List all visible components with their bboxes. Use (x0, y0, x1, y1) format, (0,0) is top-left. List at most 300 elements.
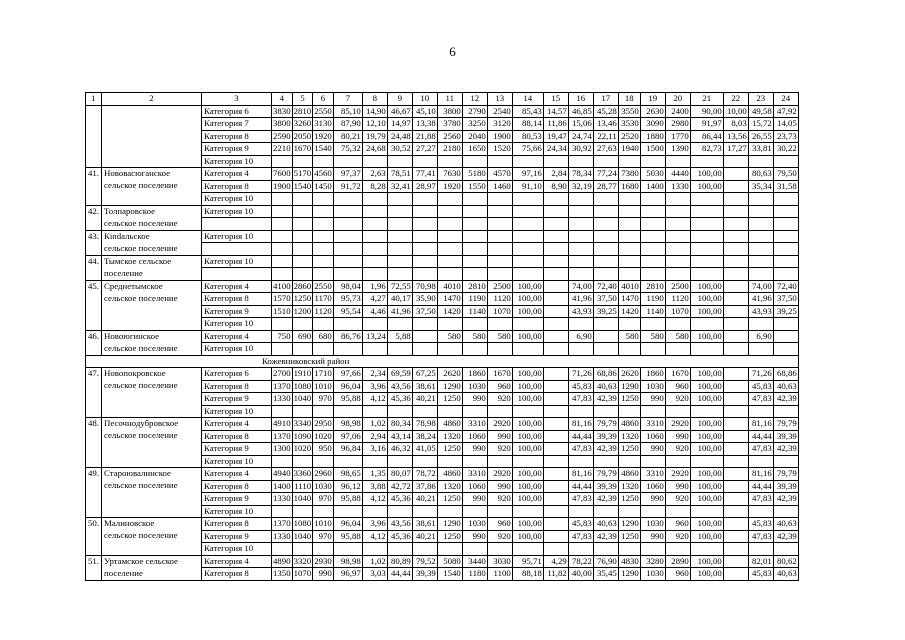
value-cell: 2560 (437, 130, 462, 143)
table-row (86, 155, 799, 168)
value-cell: 88,14 (512, 118, 543, 131)
value-cell: 990 (487, 480, 512, 493)
table-row (86, 130, 799, 143)
value-cell: 37,50 (773, 293, 798, 306)
value-cell (748, 318, 773, 331)
value-cell: 86,44 (690, 130, 723, 143)
settlement-cell: Тымское сельское (102, 255, 202, 268)
value-cell: 3,96 (362, 380, 387, 393)
value-cell: 100,00 (690, 393, 723, 406)
value-cell: 5,88 (387, 330, 412, 343)
value-cell: 1550 (462, 180, 487, 193)
value-cell: 100,00 (690, 168, 723, 181)
value-cell: 2,34 (362, 368, 387, 381)
value-cell: 1040 (293, 393, 312, 403)
value-cell (618, 405, 640, 418)
value-cell: 95,88 (333, 530, 362, 543)
value-cell (292, 343, 313, 356)
value-cell: 2950 (314, 418, 332, 428)
value-cell: 35,34 (748, 180, 773, 193)
value-cell (723, 255, 748, 268)
value-cell: 2930 (314, 555, 332, 566)
value-cell (272, 218, 293, 231)
value-cell (313, 230, 334, 243)
value-cell: 5180 (462, 168, 487, 181)
value-cell: 39,25 (773, 305, 798, 318)
value-cell (773, 268, 798, 281)
value-cell: 1080 (293, 380, 312, 391)
value-cell: 100,00 (690, 380, 723, 393)
value-cell: 72,40 (773, 280, 798, 293)
value-cell (723, 443, 748, 456)
value-cell: 3120 (487, 118, 512, 131)
value-cell (462, 255, 487, 268)
category-cell: Категория 8 (202, 430, 272, 443)
value-cell: 2630 (640, 105, 665, 118)
value-cell: 1470 (618, 293, 640, 306)
value-cell: 88,18 (512, 568, 543, 581)
value-cell: 6,90 (748, 330, 773, 343)
value-cell: 79,52 (412, 555, 437, 568)
value-cell (292, 543, 313, 556)
value-cell (665, 505, 690, 518)
value-cell: 1920 (314, 130, 332, 141)
table-row (86, 280, 799, 293)
value-cell: 97,06 (333, 430, 362, 443)
value-cell: 87,90 (333, 118, 362, 131)
value-cell: 81,16 (748, 418, 773, 431)
value-cell (292, 230, 313, 243)
category-cell: Категория 8 (202, 568, 272, 581)
value-cell: 2050 (293, 130, 312, 141)
value-cell: 1670 (665, 368, 690, 381)
value-cell: 1060 (640, 430, 665, 443)
value-cell: 990 (665, 480, 690, 493)
table-row (86, 305, 799, 318)
value-cell (362, 455, 387, 468)
row-number-cell: 42. (86, 205, 102, 218)
value-cell (543, 368, 568, 381)
row-number-cell (86, 268, 102, 281)
value-cell (640, 243, 665, 256)
value-cell: 3,16 (362, 443, 387, 456)
value-cell (593, 405, 618, 418)
value-cell: 12,10 (362, 118, 387, 131)
value-cell (543, 343, 568, 356)
value-cell (618, 255, 640, 268)
value-cell (723, 518, 748, 531)
value-cell: 46,67 (387, 105, 412, 118)
value-cell: 41,05 (412, 443, 437, 456)
value-cell (773, 218, 798, 231)
value-cell: 920 (665, 443, 690, 456)
value-cell: 47,92 (773, 105, 798, 118)
value-cell: 47,83 (748, 530, 773, 543)
value-cell: 4010 (437, 280, 462, 293)
value-cell (437, 543, 462, 556)
value-cell: 46,32 (387, 443, 412, 456)
value-cell (437, 343, 462, 356)
value-cell: 42,39 (593, 443, 618, 456)
value-cell (723, 568, 748, 581)
value-cell: 1320 (437, 480, 462, 493)
value-cell: 30,52 (387, 143, 412, 156)
value-cell: 2210 (273, 143, 291, 153)
value-cell (593, 243, 618, 256)
value-cell (723, 543, 748, 556)
value-cell: 960 (665, 380, 690, 393)
header-cell: 15 (543, 93, 568, 106)
value-cell (618, 230, 640, 243)
value-cell: 1250 (437, 493, 462, 506)
row-number-cell: 51. (86, 555, 102, 568)
row-number-cell: 46. (86, 330, 102, 343)
value-cell: 1650 (462, 143, 487, 156)
settlement-cell: поселение (102, 568, 202, 581)
value-cell (568, 230, 593, 243)
value-cell: 2790 (462, 105, 487, 118)
value-cell (543, 468, 568, 481)
value-cell: 2700 (273, 368, 291, 378)
value-cell: 7600 (273, 168, 291, 178)
value-cell: 4,29 (543, 555, 568, 568)
value-cell (437, 243, 462, 256)
table-row (86, 118, 799, 131)
value-cell (773, 243, 798, 256)
value-cell: 91,10 (512, 180, 543, 193)
value-cell (362, 155, 387, 168)
value-cell: 3800 (437, 105, 462, 118)
settlement-cell: Песочнодубровское (102, 418, 202, 431)
value-cell (748, 205, 773, 218)
value-cell (387, 218, 412, 231)
value-cell (543, 480, 568, 493)
value-cell: 680 (313, 330, 334, 343)
value-cell (313, 505, 334, 518)
value-cell (543, 330, 568, 343)
value-cell (437, 193, 462, 206)
row-number-cell (86, 293, 102, 306)
row-number-cell: 41. (86, 168, 102, 181)
value-cell: 1060 (640, 480, 665, 493)
value-cell: 100,00 (512, 293, 543, 306)
value-cell (723, 280, 748, 293)
value-cell: 100,00 (690, 555, 723, 568)
value-cell: 1190 (462, 293, 487, 306)
table-row (86, 430, 799, 443)
category-cell: Категория 10 (202, 505, 272, 518)
settlement-cell: Новоюгинское (102, 330, 202, 343)
value-cell: 1070 (665, 305, 690, 318)
table-row (86, 205, 799, 218)
value-cell: 1670 (487, 368, 512, 381)
value-cell: 990 (487, 430, 512, 443)
value-cell: 1190 (640, 293, 665, 306)
value-cell (412, 255, 437, 268)
value-cell (665, 255, 690, 268)
value-cell: 1030 (640, 380, 665, 393)
value-cell: 69,59 (387, 368, 412, 381)
value-cell (543, 230, 568, 243)
table-row (86, 180, 799, 193)
value-cell: 2810 (293, 105, 312, 116)
value-cell (412, 318, 437, 331)
value-cell: 98,98 (333, 418, 362, 431)
table-body (86, 93, 799, 581)
value-cell: 23,73 (773, 130, 798, 143)
value-cell: 44,44 (748, 480, 773, 493)
value-cell (543, 505, 568, 518)
value-cell: 45,83 (568, 380, 593, 393)
category-cell: Категория 8 (202, 180, 272, 193)
header-cell: 10 (412, 93, 437, 106)
table-row (86, 480, 799, 493)
value-cell (640, 218, 665, 231)
value-cell: 82,73 (690, 143, 723, 156)
value-cell: 3310 (462, 468, 487, 481)
value-cell (292, 155, 313, 168)
value-cell: 4,12 (362, 530, 387, 543)
table-row (86, 193, 799, 206)
settlement-cell: Староювалинское (102, 468, 202, 481)
value-cell (333, 218, 362, 231)
value-cell (543, 155, 568, 168)
settlement-cell: Новопокровское (102, 368, 202, 381)
value-cell (462, 343, 487, 356)
row-number-cell: 44. (86, 255, 102, 268)
value-cell: 1250 (437, 443, 462, 456)
value-cell: 97,66 (333, 368, 362, 381)
row-number-cell (86, 393, 102, 406)
value-cell (362, 405, 387, 418)
row-number-cell (86, 318, 102, 331)
table-row (86, 168, 799, 181)
value-cell (773, 505, 798, 518)
value-cell: 580 (487, 330, 512, 343)
header-cell: 22 (723, 93, 748, 106)
value-cell (512, 218, 543, 231)
value-cell (543, 530, 568, 543)
value-cell (773, 405, 798, 418)
value-cell: 100,00 (690, 518, 723, 531)
value-cell (272, 230, 293, 243)
value-cell: 1180 (462, 568, 487, 581)
value-cell (543, 280, 568, 293)
value-cell: 91,97 (690, 118, 723, 131)
value-cell: 100,00 (690, 305, 723, 318)
value-cell (665, 268, 690, 281)
value-cell: 580 (665, 330, 690, 343)
value-cell: 4860 (618, 418, 640, 431)
settlement-cell: сельское поселение (102, 480, 202, 493)
value-cell (690, 155, 723, 168)
value-cell: 1330 (273, 530, 291, 541)
value-cell: 1290 (618, 518, 640, 531)
value-cell (618, 455, 640, 468)
value-cell (387, 230, 412, 243)
row-number-cell (86, 118, 102, 131)
category-cell: Категория 10 (202, 193, 272, 206)
value-cell (387, 455, 412, 468)
value-cell (748, 343, 773, 356)
value-cell (333, 243, 362, 256)
value-cell: 100,00 (690, 430, 723, 443)
value-cell (665, 243, 690, 256)
value-cell (412, 155, 437, 168)
settlement-cell (102, 193, 202, 206)
table-row (86, 218, 799, 231)
value-cell (272, 243, 293, 256)
row-number-cell: 49. (86, 468, 102, 481)
value-cell (387, 268, 412, 281)
value-cell: 2920 (665, 468, 690, 481)
settlement-cell: Толпаровское (102, 205, 202, 218)
value-cell (690, 405, 723, 418)
value-cell: 100,00 (690, 530, 723, 543)
value-cell: 27,63 (593, 143, 618, 156)
value-cell: 24,74 (568, 130, 593, 143)
value-cell: 75,66 (512, 143, 543, 156)
value-cell (568, 205, 593, 218)
row-number-cell (86, 193, 102, 206)
value-cell: 3310 (462, 418, 487, 431)
value-cell: 72,55 (387, 280, 412, 293)
value-cell: 4100 (273, 280, 291, 291)
value-cell (412, 543, 437, 556)
value-cell: 3130 (314, 118, 332, 128)
value-cell (313, 155, 334, 168)
value-cell (543, 430, 568, 443)
value-cell (665, 455, 690, 468)
value-cell: 4860 (437, 418, 462, 431)
settlement-cell (102, 318, 202, 331)
value-cell: 1510 (273, 305, 291, 316)
value-cell (437, 455, 462, 468)
category-cell: Категория 10 (202, 405, 272, 418)
value-cell: 44,44 (568, 480, 593, 493)
row-number-cell (86, 343, 102, 356)
value-cell: 28,77 (593, 180, 618, 193)
header-cell: 3 (202, 93, 272, 106)
value-cell: 31,58 (773, 180, 798, 193)
value-cell (773, 455, 798, 468)
header-row (86, 93, 799, 106)
value-cell: 1330 (273, 493, 291, 503)
value-cell: 2400 (665, 105, 690, 118)
value-cell: 79,79 (773, 468, 798, 481)
value-cell: 1250 (437, 393, 462, 406)
value-cell: 920 (487, 443, 512, 456)
value-cell (292, 193, 313, 206)
value-cell: 5030 (640, 168, 665, 181)
value-cell (362, 243, 387, 256)
value-cell: 8,90 (543, 180, 568, 193)
header-cell: 19 (640, 93, 665, 106)
row-number-cell (86, 130, 102, 143)
value-cell: 77,24 (593, 168, 618, 181)
value-cell: 100,00 (512, 468, 543, 481)
value-cell (568, 193, 593, 206)
value-cell: 68,86 (773, 368, 798, 381)
value-cell (593, 268, 618, 281)
header-cell: 5 (292, 93, 313, 106)
value-cell: 4830 (618, 555, 640, 568)
value-cell: 4860 (618, 468, 640, 481)
value-cell: 1320 (618, 430, 640, 443)
value-cell: 580 (437, 330, 462, 343)
settlement-cell: Малиновское (102, 518, 202, 531)
value-cell (593, 218, 618, 231)
value-cell: 13,38 (412, 118, 437, 131)
value-cell: 990 (313, 568, 334, 581)
value-cell: 960 (487, 380, 512, 393)
value-cell (387, 343, 412, 356)
header-cell: 8 (362, 93, 387, 106)
value-cell: 100,00 (512, 493, 543, 506)
value-cell: 920 (487, 393, 512, 406)
value-cell (362, 543, 387, 556)
value-cell (512, 455, 543, 468)
header-cell: 9 (387, 93, 412, 106)
value-cell: 14,05 (773, 118, 798, 131)
category-cell: Категория 10 (202, 205, 272, 218)
value-cell: 1170 (314, 293, 332, 303)
value-cell (412, 268, 437, 281)
value-cell: 990 (665, 430, 690, 443)
value-cell (512, 505, 543, 518)
value-cell (723, 530, 748, 543)
value-cell: 1040 (293, 493, 312, 503)
category-cell (202, 268, 272, 281)
value-cell (412, 193, 437, 206)
header-cell: 20 (665, 93, 690, 106)
value-cell: 1030 (462, 518, 487, 531)
table-row (86, 318, 799, 331)
value-cell (313, 543, 334, 556)
value-cell (313, 318, 334, 331)
value-cell (313, 218, 334, 231)
value-cell: 1120 (314, 305, 332, 316)
value-cell: 3320 (293, 555, 312, 566)
value-cell (723, 468, 748, 481)
value-cell: 40,21 (412, 530, 437, 543)
settlement-cell (102, 155, 202, 168)
value-cell (387, 318, 412, 331)
value-cell: 580 (462, 330, 487, 343)
value-cell: 68,86 (593, 368, 618, 381)
value-cell (412, 230, 437, 243)
table-row (86, 455, 799, 468)
header-cell: 11 (437, 93, 462, 106)
value-cell (512, 543, 543, 556)
value-cell: 79,79 (773, 418, 798, 431)
value-cell: 96,12 (333, 480, 362, 493)
row-number-cell (86, 430, 102, 443)
category-cell: Категория 8 (202, 130, 272, 143)
value-cell: 24,68 (362, 143, 387, 156)
value-cell (437, 318, 462, 331)
header-cell: 12 (462, 93, 487, 106)
value-cell (748, 230, 773, 243)
value-cell (412, 218, 437, 231)
value-cell (462, 155, 487, 168)
value-cell: 40,63 (773, 380, 798, 393)
value-cell (568, 268, 593, 281)
value-cell: 74,00 (568, 280, 593, 293)
value-cell (665, 343, 690, 356)
value-cell: 13,56 (723, 130, 748, 143)
value-cell: 32,41 (387, 180, 412, 193)
